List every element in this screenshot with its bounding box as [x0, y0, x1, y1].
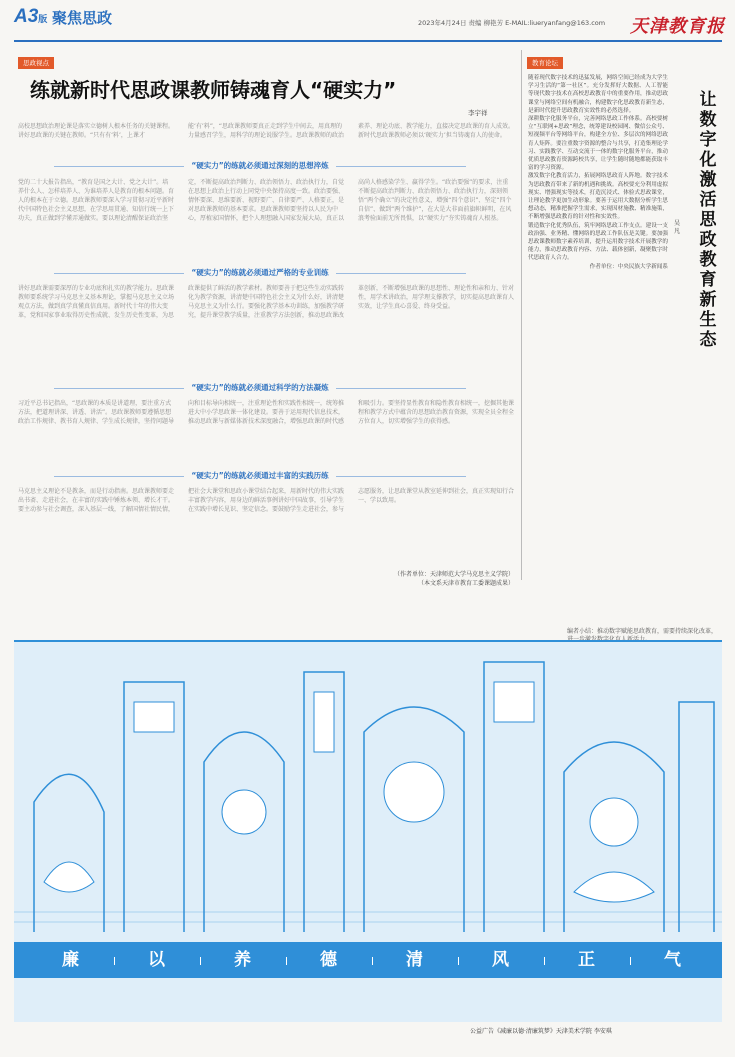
slogan-char-4: 德: [320, 950, 337, 970]
article-title: 练就新时代思政课教师铸魂育人“硬实力”: [30, 78, 397, 102]
section-heading-2: “硬实力”的练就必须通过严格的专业训练: [191, 268, 329, 277]
article-note: （作者单位：天津师范大学马克思主义学院） （本文系天津市教育工委课题成果）: [393, 571, 514, 587]
left-section-tag: 思政视点: [18, 57, 54, 69]
slogan-divider: [458, 957, 459, 965]
lotus-city-illustration: [14, 642, 722, 942]
slogan-divider: [114, 957, 115, 965]
slogan-divider: [630, 957, 631, 965]
poster-credit: 公益广告《减廉以德·清廉筑梦》天津美术学院 李安琪: [470, 1028, 612, 1035]
slogan-char-7: 正: [578, 950, 595, 970]
section-heading-4: “硬实力”的练就必须通过丰富的实践历练: [191, 471, 329, 480]
slogan-divider: [372, 957, 373, 965]
editor-caption: 编者小结：推动数字赋能思政教育，需要持续深化改革，: [567, 628, 718, 635]
section-body-2: 讲好思政课需要深厚的专业功底和扎实的教学能力。思政课教师要系统学习马克思主义基本理论，掌握马克思主义立场观点方法，做到真学真懂真信真用。新时代十年的伟大变革，党和国家事业取得历史性成就、发生历史性变革，为思政课提供了鲜活的教学素材。教师要善于把这些生动实践转化为教学资源，讲清楚中国特色社会主义为什么好，讲清楚马克思主义为什么行。要强化教学基本功训练，加强教学研究，提升课堂教学质量，注重教学方法创新，推动思政课改革创新，不断增强思政课的思想性、理论性和亲和力、针对性，用学术讲政治，用学理支撑教学，切实提高思政课育人实效，让学生真心喜爱、终身受益。: [18, 285, 514, 319]
article-intro: 高校思想政治理论课是落实立德树人根本任务的关键课程。讲好思政课的关键在教师。“只有有‘料’，上课才能‘有’料”，“思政课教师要真正走到学生中间去，用真理的力量感召学生，用科学的理论说服学生。思政课教师的政治素养、理论功底、教学能力，直接决定思政课的育人成效。新时代思政课教师必须以‘硬实力’担当铸魂育人的使命。: [18, 123, 514, 139]
right-article-body: 随着现代数字技术的迅猛发展，网络空间已经成为大学生学习生活的“第一社区”。充分发挥好大数据、人工智能等现代数字技术在高校思政教育中的重要作用，推动思政课堂与网络空间有机融合，构建数字化思政教育新生态，是新时代提升思政教育实效性的必然选择。 深耕数字化服务平台，完善网络思政工作体系。高校要树立“互联网+思政”理念，统筹建设校园网、微信公众号、短视频平台等网络平台，构建全方位、多层次的网络思政育人矩阵。要注重数字资源的整合与共享，打造集理论学习、实践教学、互动交流于一体的数字化服务平台，推动优质思政教育资源跨校共享，让学生随时随地都能获取丰富的学习资源。 激发数字化教育活力，拓展网络思政育人阵地。数字技术为思政教育带来了新的机遇和挑战。高校要充分利用虚拟现实、增强现实等技术，打造沉浸式、体验式思政课堂，让理论教学更加生动形象。要善于运用大数据分析学生思想动态，精准把握学生需求，实现因材施教、精准施策，不断增强思政教育的针对性和实效性。 锻造数字化优秀队伍，筑牢网络思政工作支点。建设一支政治强、业务精、懂网络的思政工作队伍是关键。要加强思政课教师数字素养培训，提升运用数字技术开展教学的能力，推动思政教育内容、方法、载体创新，凝聚数字时代思政育人合力。 作者单位：中央民族大学新闻系: [528, 75, 668, 270]
slogan-char-8: 气: [664, 950, 681, 970]
slogan-divider: [200, 957, 201, 965]
slogan-band: [14, 942, 722, 978]
newspaper-logo: 天津教育报: [630, 16, 725, 37]
article-author: 李宇祥: [468, 109, 488, 117]
right-article-title: 让数字化激活思政教育新生态: [699, 90, 717, 350]
section-heading-3: “硬实力”的练就必须通过科学的方法凝炼: [191, 383, 329, 392]
page-number: A3版: [14, 6, 48, 27]
slogan-char-6: 风: [492, 950, 509, 970]
slogan-char-1: 廉: [62, 950, 79, 970]
section-body-1: 党的二十大报告指出，“教育是国之大计、党之大计”。培养什么人、怎样培养人、为谁培养人是教育的根本问题。育人的根本在于立德。思政课教师要深入学习贯彻习近平新时代中国特色社会主义思想，在学思用贯通、知信行统一上下功夫，真正做到学懂弄通做实。要以理论清醒保证政治坚定，不断提高政治判断力、政治领悟力、政治执行力，自觉在思想上政治上行动上同党中央保持高度一致。政治要强、情怀要深、思维要新、视野要广、自律要严、人格要正，是对思政课教师的基本要求。思政课教师要坚持以人民为中心，厚植家国情怀，把个人理想融入国家发展大局，真正以高尚人格感染学生、赢得学生。“政治要强”的要求，注重不断提高政治判断力、政治领悟力、政治执行力，深刻领悟“两个确立”的决定性意义，增强“四个意识”、坚定“四个自信”、做到“两个维护”，在大是大非面前旗帜鲜明，在风浪考验面前无所畏惧，以“硬实力”夯实铸魂育人根基。: [18, 179, 512, 222]
column-divider: [521, 50, 522, 580]
masthead: [0, 0, 735, 44]
right-section-tag: 教育论坛: [527, 57, 563, 69]
slogan-char-3: 养: [234, 950, 251, 970]
section-body-4: 马克思主义理论不是教条，而是行动指南。思政课教师要走出书斋、走进社会，在丰富的实践中锤炼本领、增长才干。要主动参与社会调查，深入基层一线，了解国情社情民情，把社会大课堂和思政小课堂结合起来，用新时代的伟大实践丰富教学内容，用身边的鲜活事例讲好中国故事，引导学生在实践中增长见识、坚定信念。要鼓励学生走进社会，参与志愿服务，让思政课堂从教室延伸到社会，真正实现知行合一、学以致用。: [18, 488, 514, 513]
header-info: 2023年4月24日 责编 柳艳芳 E-MAIL:liueryanfang@163.com: [418, 19, 606, 27]
section-heading-1: “硬实力”的练就必须通过深刻的思想淬炼: [191, 161, 329, 170]
slogan-divider: [286, 957, 287, 965]
header-rule: [14, 40, 722, 42]
right-article-author: 吴凡: [674, 220, 681, 235]
section-body-3: 习近平总书记指出，“思政课的本质是讲道理，要注重方式方法，把道理讲深、讲透、讲活”。思政课教师要遵循思想政治工作规律、教书育人规律、学生成长规律，坚持问题导向和目标导向相统一，注重理论性和实践性相统一，统筹推进大中小学思政课一体化建设。要善于运用现代信息技术，推动思政课与新媒体新技术深度融合，增强思政课的时代感和吸引力。要坚持显性教育和隐性教育相统一，挖掘其他课程和教学方式中蕴含的思想政治教育资源，实现全员全程全方位育人，切实增强学生的获得感。: [18, 400, 514, 425]
slogan-divider: [544, 957, 545, 965]
section-title: 聚焦思政: [52, 9, 113, 27]
slogan-char-5: 清: [406, 950, 423, 970]
slogan-char-2: 以: [148, 950, 165, 970]
